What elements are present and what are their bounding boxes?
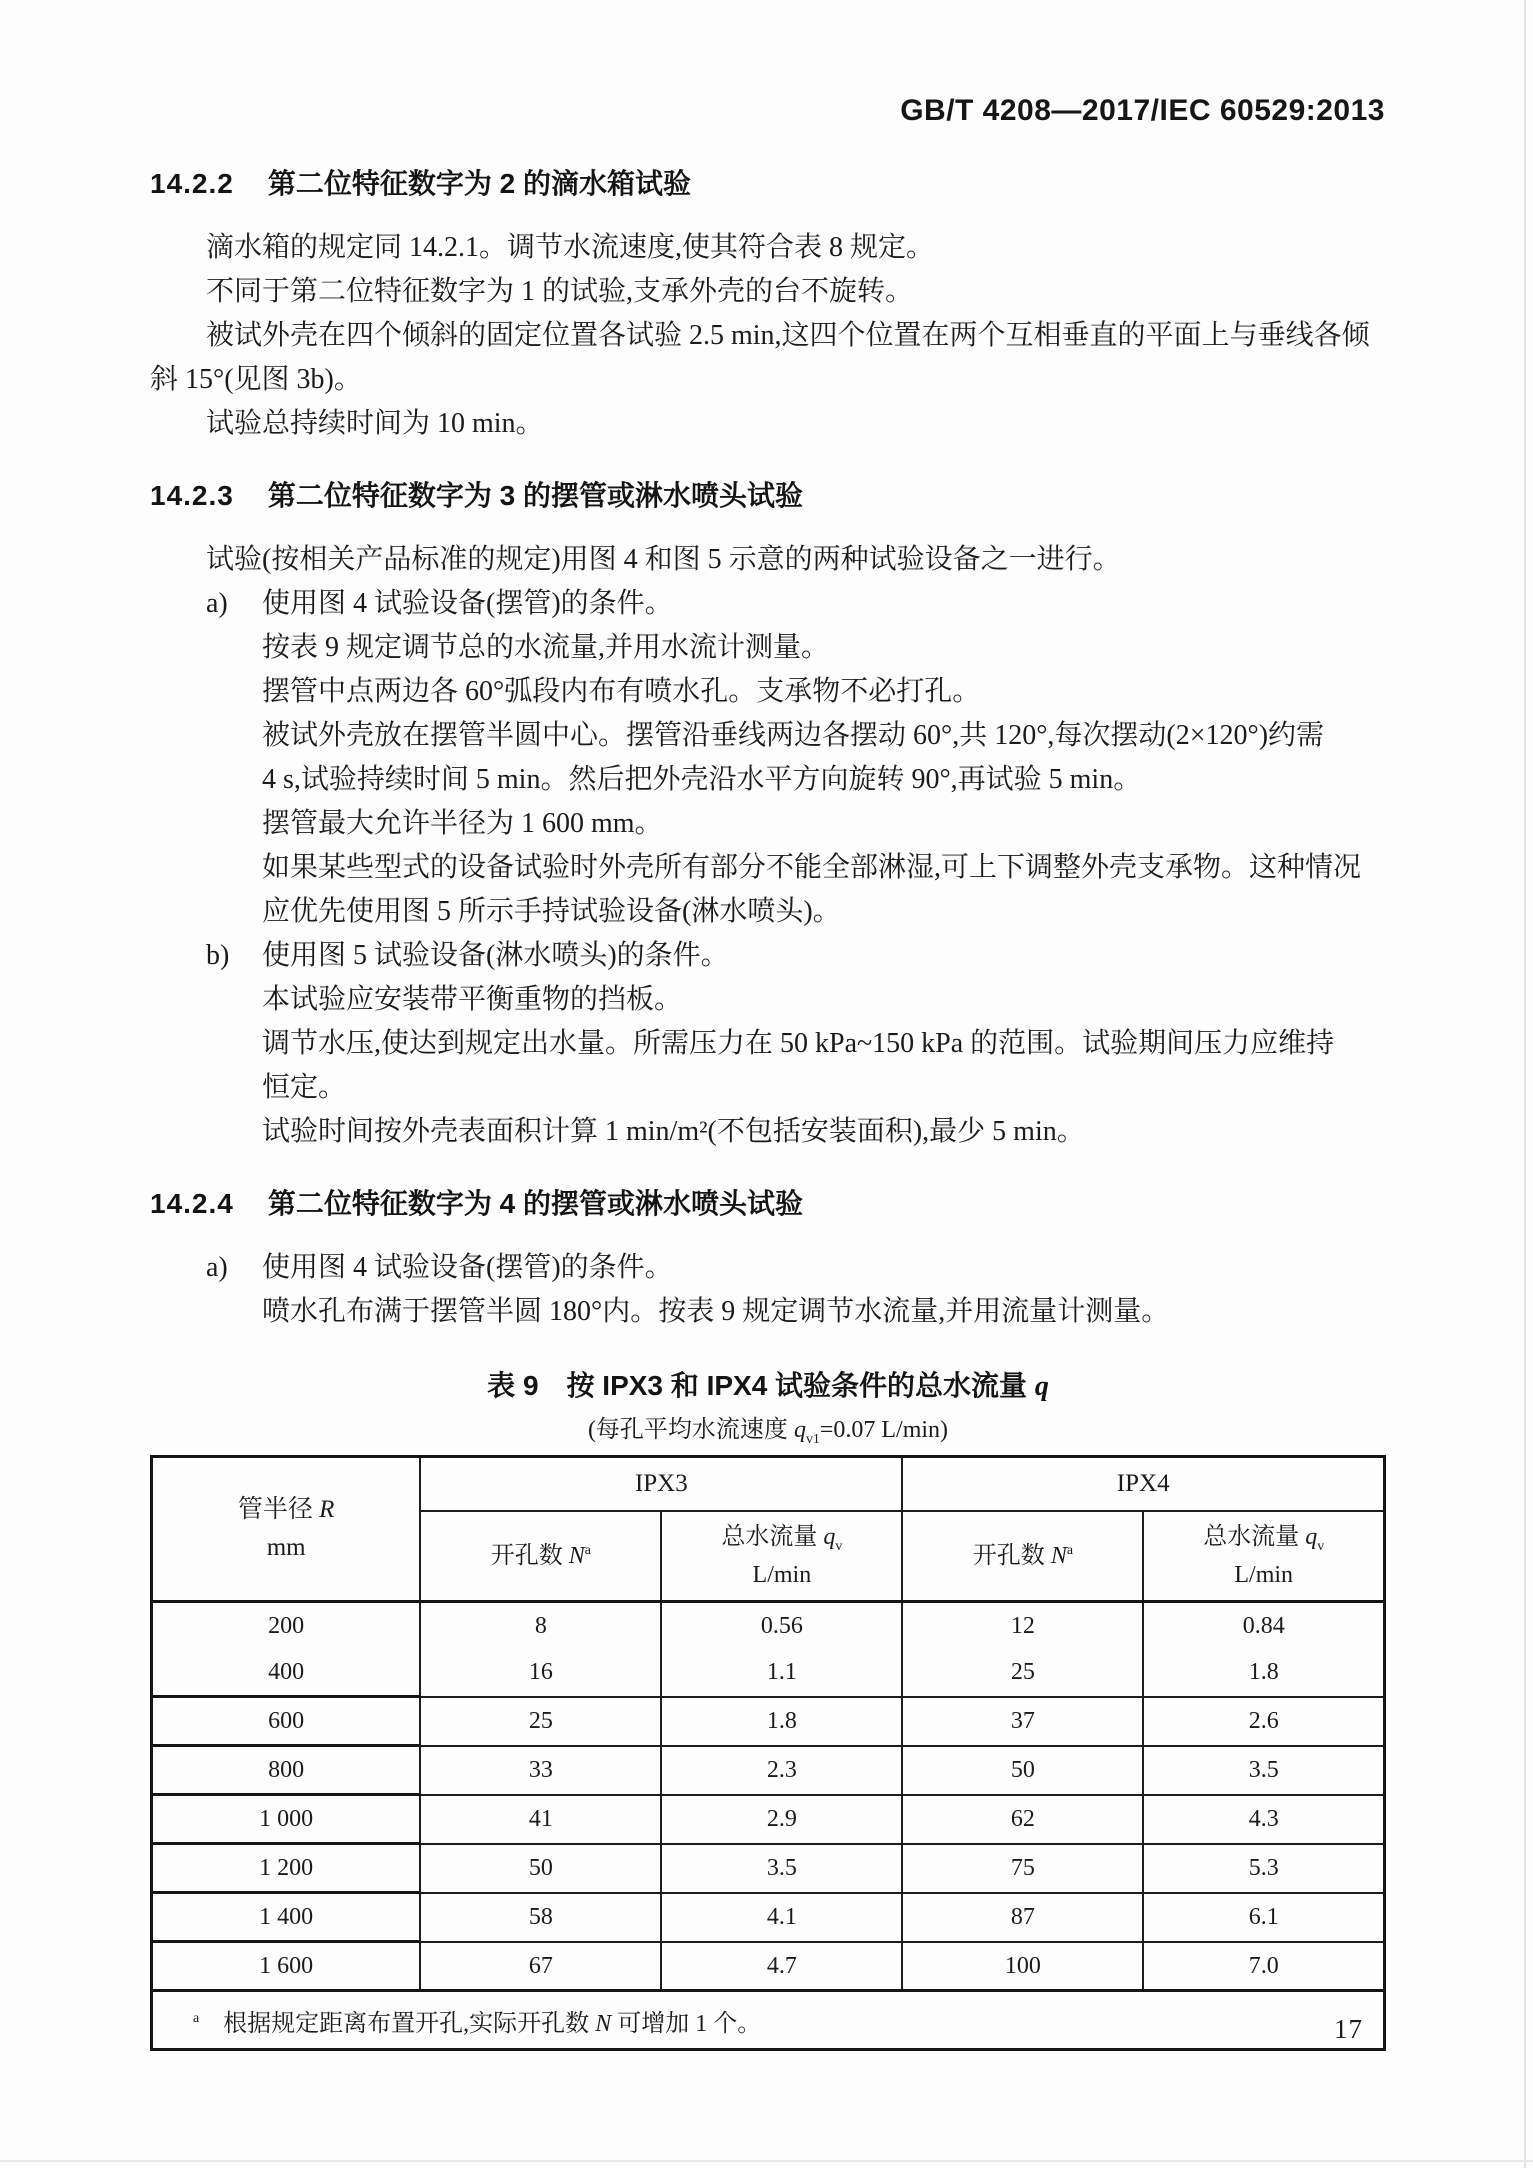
holes-symbol: N	[1050, 1543, 1067, 1569]
table-value: 4.7	[766, 1952, 797, 1979]
subtitle-value: =0.07 L/min)	[819, 1417, 949, 1443]
col-header-holes-ipx4	[902, 1511, 1143, 1602]
flow-symbol: q	[823, 1524, 836, 1550]
table-cell	[1143, 1795, 1384, 1844]
section-number: 14.2.3	[150, 480, 234, 511]
section-heading	[150, 162, 1386, 206]
table-cell	[902, 1795, 1143, 1844]
text-line: 4 s,试验持续时间 5 min。然后把外壳沿水平方向旋转 90°,再试验 5 min。	[262, 764, 1142, 795]
table-cell	[420, 1795, 661, 1844]
holes-symbol: N	[568, 1543, 585, 1569]
table-cell	[1143, 1893, 1384, 1942]
table9-title-symbol: q	[1034, 1371, 1049, 1402]
table-value: 1 400	[259, 1904, 314, 1930]
text-line: 恒定。	[262, 1072, 347, 1103]
section-number: 14.2.4	[150, 1188, 234, 1219]
table-value: 33	[528, 1757, 553, 1783]
table-cell	[1143, 1602, 1384, 1697]
table-cell	[1143, 1942, 1384, 1991]
text-line: 被试外壳放在摆管半圆中心。摆管沿垂线两边各摆动 60°,共 120°,每次摆动(2×120°)约需	[262, 720, 1325, 751]
footnote-text-end: 可增加 1 个。	[611, 2010, 762, 2037]
col-header-holes-ipx3	[420, 1511, 661, 1602]
table-cell	[420, 1942, 661, 1991]
table-cell	[420, 1746, 661, 1795]
table-cell	[661, 1893, 902, 1942]
section-number: 14.2.2	[150, 168, 234, 199]
flow-symbol: q	[1305, 1524, 1318, 1550]
text-line: 试验(按相关产品标准的规定)用图 4 和图 5 示意的两种试验设备之一进行。	[206, 544, 1121, 575]
scan-edge-bottom	[0, 2160, 1533, 2162]
table-cell	[420, 1844, 661, 1893]
text-line: 斜 15°(见图 3b)。	[150, 364, 362, 395]
text-line: 应优先使用图 5 所示手持试验设备(淋水喷头)。	[262, 896, 841, 927]
col-header-pipe-radius	[152, 1457, 421, 1602]
text-line: 摆管最大允许半径为 1 600 mm。	[262, 808, 663, 839]
table9-water-flow	[150, 1455, 1386, 2051]
table-cell	[152, 1746, 421, 1795]
table-value: 25	[1010, 1659, 1035, 1686]
document-content	[150, 162, 1386, 2051]
table-value: 87	[1010, 1904, 1035, 1930]
table-value: 0.56	[760, 1613, 803, 1640]
table-value: 2.6	[1248, 1708, 1279, 1734]
text-line: 不同于第二位特征数字为 1 的试验,支承外壳的台不旋转。	[206, 276, 914, 307]
table9-header	[152, 1457, 1385, 1602]
footnote-symbol: N	[595, 2010, 612, 2037]
text-line: 如果某些型式的设备试验时外壳所有部分不能全部淋湿,可上下调整外壳支承物。这种情况	[262, 852, 1362, 883]
table-row	[152, 1602, 1385, 1697]
table-value: 4.3	[1248, 1806, 1279, 1832]
table-cell	[152, 1795, 421, 1844]
table-cell	[661, 1795, 902, 1844]
page-number: 17	[1334, 2014, 1363, 2044]
footnote-text: 根据规定距离布置开孔,实际开孔数	[199, 2010, 596, 2037]
table-cell	[1143, 1697, 1384, 1746]
table-value: 2.9	[766, 1806, 797, 1832]
table-cell	[902, 1844, 1143, 1893]
table-row	[152, 1942, 1385, 1991]
table-value: 800	[268, 1757, 305, 1783]
holes-footnote-ref: a	[1066, 1543, 1074, 1558]
list-item-text: 使用图 4 试验设备(摆管)的条件。	[262, 1252, 673, 1283]
holes-footnote-ref: a	[584, 1543, 591, 1558]
table-cell	[152, 1697, 421, 1746]
table-row	[152, 1893, 1385, 1942]
flow-label: 总水流量	[721, 1524, 824, 1550]
text-line: 试验总持续时间为 10 min。	[206, 408, 544, 439]
section-title: 第二位特征数字为 4 的摆管或淋水喷头试验	[267, 1188, 803, 1219]
table-cell	[661, 1697, 902, 1746]
table-cell	[661, 1602, 902, 1697]
table-value: 50	[1010, 1757, 1035, 1783]
table-cell	[420, 1697, 661, 1746]
footnote-cell	[152, 1991, 1385, 2050]
radius-symbol: R	[319, 1496, 335, 1523]
list-item-line	[150, 934, 1386, 978]
table-cell	[152, 1942, 421, 1991]
list-item-line	[150, 582, 1386, 626]
flow-unit: L/min	[752, 1562, 812, 1588]
table-value: 600	[268, 1708, 305, 1734]
section-heading	[150, 474, 1386, 518]
text-line: 调节水压,使达到规定出水量。所需压力在 50 kPa~150 kPa 的范围。试验期间压力应维持	[262, 1028, 1335, 1059]
holes-label: 开孔数	[972, 1543, 1051, 1569]
table-value: 3.5	[766, 1855, 797, 1881]
scan-edge-right	[1524, 0, 1526, 2168]
body-text	[150, 162, 1386, 1334]
table-value: 1.8	[1248, 1659, 1279, 1686]
subtitle-symbol: q	[793, 1417, 806, 1443]
text-line: 摆管中点两边各 60°弧段内布有喷水孔。支承物不必打孔。	[262, 676, 981, 707]
list-marker: a)	[206, 588, 228, 619]
subtitle-subscript: v1	[805, 1431, 820, 1447]
table-value: 1 600	[259, 1953, 314, 1979]
holes-label: 开孔数	[490, 1543, 569, 1569]
table-value: 1.8	[766, 1708, 797, 1734]
table-cell	[902, 1602, 1143, 1697]
col-group-ipx3: IPX3	[420, 1457, 902, 1512]
section-title: 第二位特征数字为 2 的滴水箱试验	[267, 168, 691, 199]
table-value: 2.3	[766, 1757, 797, 1783]
table-cell	[902, 1893, 1143, 1942]
table-value: 25	[528, 1708, 553, 1734]
table-value: 400	[268, 1659, 305, 1685]
table9-footnote	[152, 1991, 1385, 2050]
table9-title	[150, 1364, 1386, 1409]
table-value: 50	[528, 1855, 553, 1881]
table-cell	[661, 1942, 902, 1991]
table-row	[152, 1746, 1385, 1795]
table-cell	[661, 1844, 902, 1893]
table-value: 4.1	[766, 1904, 797, 1930]
subtitle-text: (每孔平均水流速度	[587, 1417, 794, 1443]
table-value: 1.1	[766, 1659, 797, 1686]
section-title: 第二位特征数字为 3 的摆管或淋水喷头试验	[267, 480, 803, 511]
list-item-text: 使用图 4 试验设备(摆管)的条件。	[262, 588, 673, 619]
table-cell	[1143, 1844, 1384, 1893]
table-value: 7.0	[1248, 1952, 1279, 1979]
table-row	[152, 1795, 1385, 1844]
table-value: 8	[534, 1613, 547, 1640]
table9-body	[152, 1602, 1385, 1991]
table-value: 6.1	[1248, 1904, 1279, 1930]
table-cell	[902, 1746, 1143, 1795]
table-row	[152, 1844, 1385, 1893]
radius-label: 管半径	[237, 1496, 320, 1523]
table-value: 100	[1004, 1952, 1041, 1979]
col-header-flow-ipx4	[1143, 1511, 1384, 1602]
table-cell	[902, 1697, 1143, 1746]
footnote-marker: a	[193, 2010, 200, 2026]
table-cell	[902, 1942, 1143, 1991]
col-header-flow-ipx3	[661, 1511, 902, 1602]
table-cell	[1143, 1746, 1384, 1795]
table-value: 12	[1010, 1613, 1035, 1640]
text-line: 试验时间按外壳表面积计算 1 min/m²(不包括安装面积),最少 5 min。	[262, 1116, 1085, 1147]
table-value: 58	[528, 1904, 553, 1930]
text-line: 滴水箱的规定同 14.2.1。调节水流速度,使其符合表 8 规定。	[206, 232, 935, 263]
table-value: 16	[528, 1659, 553, 1686]
flow-label: 总水流量	[1203, 1524, 1306, 1550]
table-row	[152, 1697, 1385, 1746]
table-value: 1 000	[259, 1806, 314, 1832]
table-header-row-1	[152, 1457, 1385, 1512]
flow-subscript: v	[1317, 1538, 1325, 1554]
table9-subtitle	[150, 1413, 1386, 1447]
table-value: 75	[1010, 1855, 1035, 1881]
footnote-row	[152, 1991, 1385, 2050]
col-group-ipx4: IPX4	[902, 1457, 1384, 1512]
table-value: 1 200	[259, 1855, 314, 1881]
section-heading	[150, 1182, 1386, 1226]
list-item-text: 使用图 5 试验设备(淋水喷头)的条件。	[262, 940, 729, 971]
text-line: 喷水孔布满于摆管半圆 180°内。按表 9 规定调节水流量,并用流量计测量。	[262, 1296, 1170, 1327]
table-value: 5.3	[1248, 1855, 1279, 1881]
table-cell	[661, 1746, 902, 1795]
radius-unit: mm	[266, 1534, 306, 1561]
text-line: 按表 9 规定调节总的水流量,并用水流计测量。	[262, 632, 830, 663]
table-cell	[420, 1602, 661, 1697]
table-cell	[152, 1893, 421, 1942]
text-line: 被试外壳在四个倾斜的固定位置各试验 2.5 min,这四个位置在两个互相垂直的平面上与垂线各倾	[206, 320, 1370, 351]
table-value: 67	[528, 1952, 553, 1979]
text-line: 本试验应安装带平衡重物的挡板。	[262, 984, 683, 1015]
list-item-line	[150, 1246, 1386, 1290]
table-value: 37	[1010, 1708, 1035, 1734]
table-cell	[152, 1602, 421, 1697]
list-marker: a)	[206, 1252, 228, 1283]
list-marker: b)	[206, 940, 230, 971]
standard-number-header: GB/T 4208—2017/IEC 60529:2013	[900, 94, 1385, 127]
table-cell	[152, 1844, 421, 1893]
table-value: 200	[268, 1613, 305, 1639]
table-value: 0.84	[1242, 1613, 1285, 1640]
table-value: 41	[528, 1806, 553, 1832]
table-cell	[420, 1893, 661, 1942]
table-value: 3.5	[1248, 1757, 1279, 1783]
flow-unit: L/min	[1234, 1562, 1294, 1588]
table9-title-text: 表 9 按 IPX3 和 IPX4 试验条件的总水流量	[487, 1370, 1035, 1401]
table-value: 62	[1010, 1806, 1035, 1832]
flow-subscript: v	[835, 1538, 843, 1554]
